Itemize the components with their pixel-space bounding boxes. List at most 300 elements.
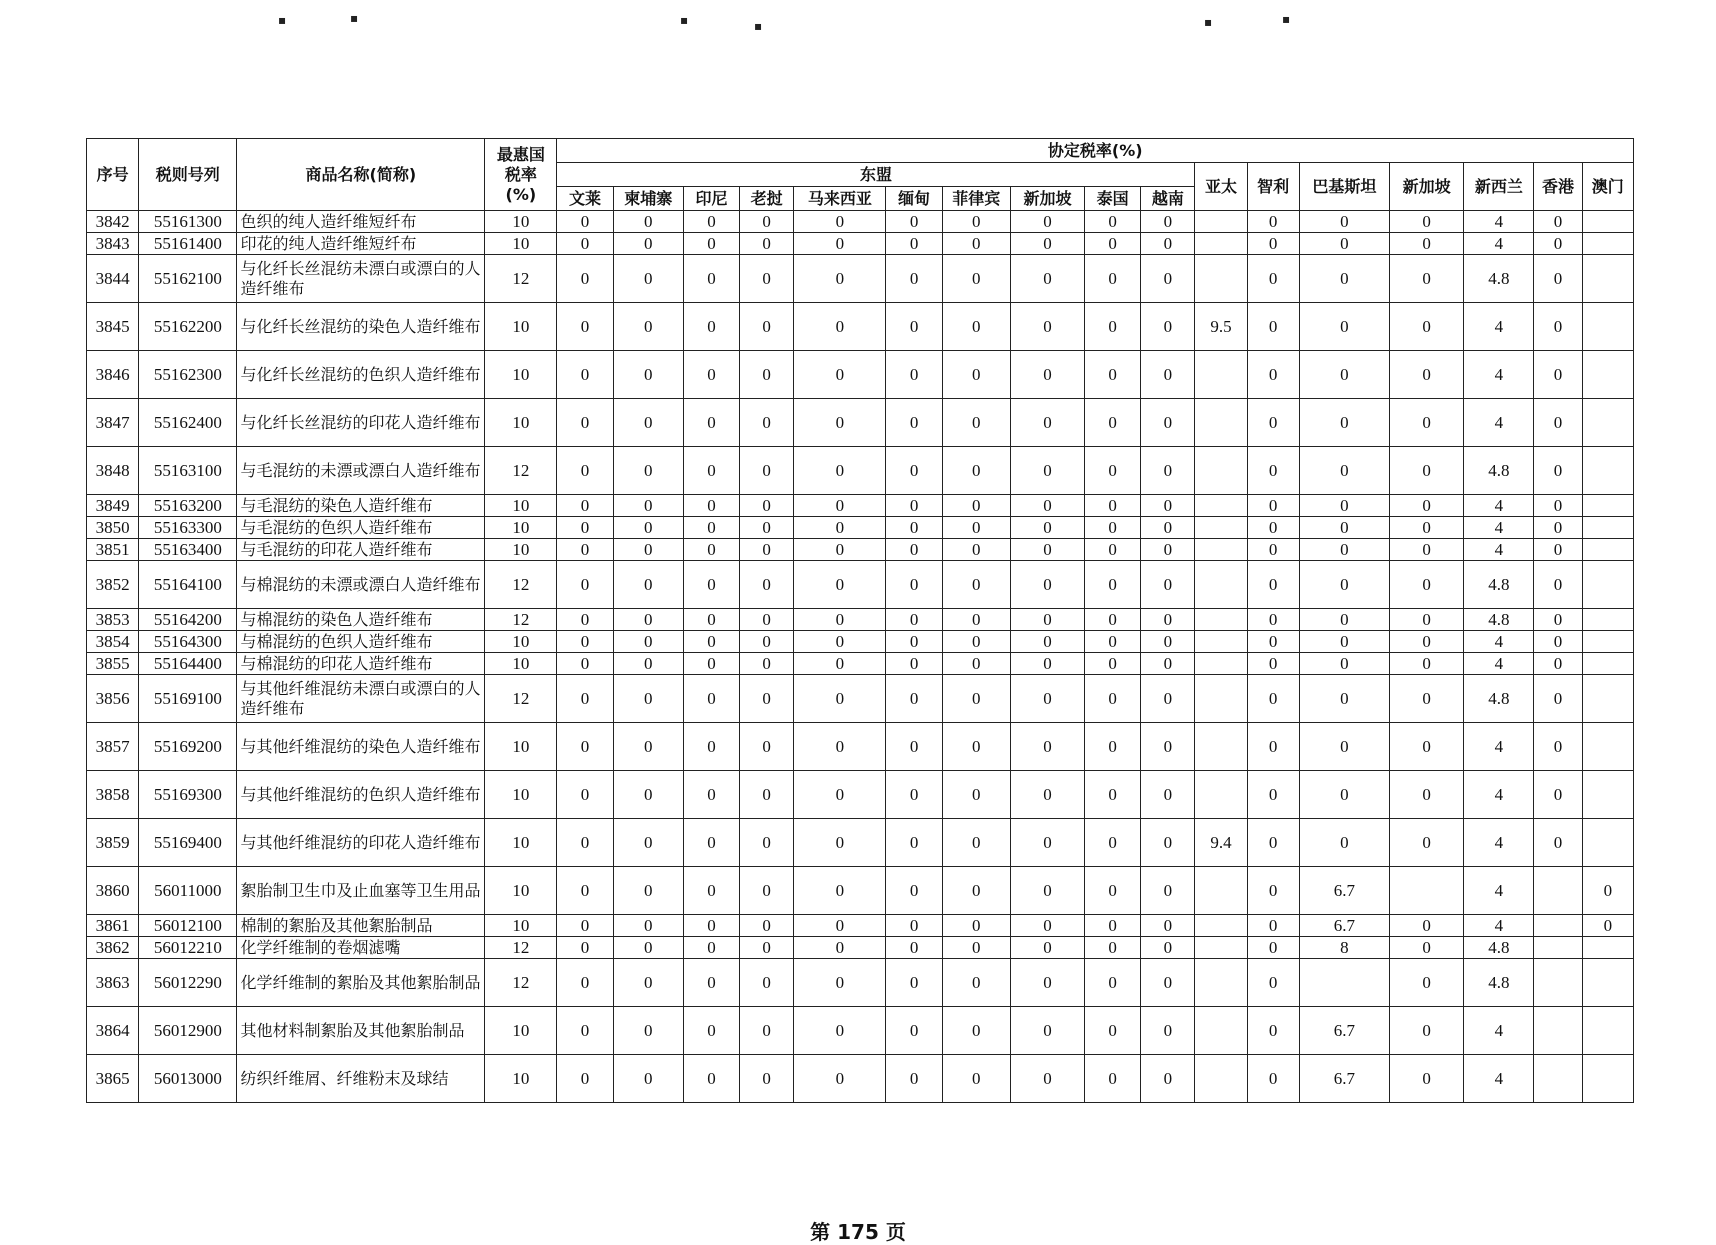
cell-other-rate: 0	[1299, 447, 1389, 495]
cell-other-rate: 4	[1464, 771, 1534, 819]
table-row	[87, 447, 1634, 495]
cell-asean-rate: 0	[613, 517, 683, 539]
cell-other-rate: 4.8	[1464, 561, 1534, 609]
cell-other-rate: 0	[1534, 447, 1582, 495]
cell-asean-rate: 0	[942, 609, 1010, 631]
table-row	[87, 653, 1634, 675]
cell-asean-rate: 0	[1010, 447, 1084, 495]
cell-other-rate	[1582, 959, 1633, 1007]
cell-other-rate	[1195, 1007, 1247, 1055]
cell-mfn: 10	[485, 771, 557, 819]
cell-asean-rate: 0	[1141, 211, 1195, 233]
cell-asean-rate: 0	[1010, 1055, 1084, 1103]
cell-mfn: 10	[485, 495, 557, 517]
cell-mfn: 10	[485, 653, 557, 675]
cell-seq: 3846	[87, 351, 139, 399]
cell-other-rate: 0	[1390, 609, 1464, 631]
cell-asean-rate: 0	[1085, 867, 1141, 915]
cell-asean-rate: 0	[886, 609, 942, 631]
cell-other-rate: 4	[1464, 495, 1534, 517]
header-name: 商品名称(简称)	[237, 139, 485, 211]
cell-seq: 3848	[87, 447, 139, 495]
cell-asean-rate: 0	[942, 631, 1010, 653]
cell-asean-rate: 0	[683, 1055, 739, 1103]
cell-other-rate: 0	[1390, 819, 1464, 867]
cell-asean-rate: 0	[1010, 539, 1084, 561]
cell-other-rate: 4	[1464, 517, 1534, 539]
cell-asean-rate: 0	[886, 351, 942, 399]
cell-other-rate	[1582, 561, 1633, 609]
cell-asean-rate: 0	[794, 867, 886, 915]
cell-asean-rate: 0	[740, 233, 794, 255]
cell-other-rate: 0	[1247, 1055, 1299, 1103]
cell-asean-rate: 0	[794, 255, 886, 303]
cell-mfn: 12	[485, 675, 557, 723]
cell-seq: 3858	[87, 771, 139, 819]
cell-other-rate: 0	[1390, 351, 1464, 399]
cell-name: 与棉混纺的色织人造纤维布	[237, 631, 485, 653]
table-row	[87, 495, 1634, 517]
cell-asean-rate: 0	[886, 233, 942, 255]
cell-mfn: 12	[485, 561, 557, 609]
cell-other-rate: 4.8	[1464, 675, 1534, 723]
cell-other-rate: 4	[1464, 351, 1534, 399]
cell-asean-rate: 0	[557, 959, 613, 1007]
cell-asean-rate: 0	[942, 399, 1010, 447]
cell-asean-rate: 0	[1010, 211, 1084, 233]
cell-asean-rate: 0	[1141, 609, 1195, 631]
cell-other-rate: 0	[1247, 351, 1299, 399]
cell-other-rate: 0	[1247, 675, 1299, 723]
cell-asean-rate: 0	[1010, 959, 1084, 1007]
cell-other-rate: 0	[1299, 561, 1389, 609]
scan-speck: ▪	[278, 13, 287, 27]
table-row	[87, 819, 1634, 867]
cell-asean-rate: 0	[557, 447, 613, 495]
scan-speck: ▪	[754, 19, 763, 33]
cell-other-rate: 4	[1464, 915, 1534, 937]
cell-asean-rate: 0	[740, 303, 794, 351]
cell-asean-rate: 0	[740, 447, 794, 495]
cell-other-rate: 6.7	[1299, 1007, 1389, 1055]
cell-asean-rate: 0	[557, 675, 613, 723]
cell-asean-rate: 0	[613, 675, 683, 723]
cell-other-rate: 0	[1390, 631, 1464, 653]
cell-asean-rate: 0	[1010, 937, 1084, 959]
cell-other-rate: 0	[1299, 211, 1389, 233]
cell-other-rate: 0	[1534, 303, 1582, 351]
cell-other-rate: 4	[1464, 723, 1534, 771]
cell-other-rate: 0	[1247, 653, 1299, 675]
cell-other-rate	[1582, 539, 1633, 561]
cell-other-rate: 0	[1247, 867, 1299, 915]
cell-asean-rate: 0	[1010, 561, 1084, 609]
cell-asean-rate: 0	[886, 653, 942, 675]
cell-asean-rate: 0	[886, 447, 942, 495]
cell-asean-rate: 0	[794, 653, 886, 675]
cell-asean-rate: 0	[886, 819, 942, 867]
table-row	[87, 233, 1634, 255]
cell-other-rate: 0	[1534, 517, 1582, 539]
cell-asean-rate: 0	[794, 609, 886, 631]
cell-asean-rate: 0	[557, 915, 613, 937]
table-row	[87, 539, 1634, 561]
cell-asean-rate: 0	[942, 819, 1010, 867]
cell-other-rate	[1582, 1055, 1633, 1103]
scan-speck: ▪	[680, 13, 689, 27]
cell-asean-rate: 0	[886, 675, 942, 723]
cell-other-rate	[1195, 517, 1247, 539]
cell-name: 色织的纯人造纤维短纤布	[237, 211, 485, 233]
table-row	[87, 609, 1634, 631]
cell-asean-rate: 0	[557, 233, 613, 255]
cell-asean-rate: 0	[557, 631, 613, 653]
cell-asean-rate: 0	[1010, 517, 1084, 539]
cell-name: 絮胎制卫生巾及止血塞等卫生用品	[237, 867, 485, 915]
cell-asean-rate: 0	[886, 771, 942, 819]
cell-asean-rate: 0	[1010, 351, 1084, 399]
header-other: 亚太	[1195, 163, 1247, 211]
cell-asean-rate: 0	[683, 399, 739, 447]
cell-mfn: 12	[485, 255, 557, 303]
cell-other-rate	[1195, 675, 1247, 723]
cell-asean-rate: 0	[1141, 351, 1195, 399]
cell-asean-rate: 0	[1141, 653, 1195, 675]
header-asean-country: 菲律宾	[942, 187, 1010, 211]
cell-other-rate	[1582, 819, 1633, 867]
cell-other-rate: 9.4	[1195, 819, 1247, 867]
cell-other-rate: 6.7	[1299, 915, 1389, 937]
cell-other-rate: 4	[1464, 819, 1534, 867]
cell-other-rate	[1582, 255, 1633, 303]
cell-asean-rate: 0	[557, 399, 613, 447]
cell-other-rate	[1195, 447, 1247, 495]
cell-name: 印花的纯人造纤维短纤布	[237, 233, 485, 255]
cell-asean-rate: 0	[794, 1055, 886, 1103]
cell-mfn: 12	[485, 959, 557, 1007]
cell-asean-rate: 0	[886, 561, 942, 609]
cell-asean-rate: 0	[683, 495, 739, 517]
cell-asean-rate: 0	[1010, 303, 1084, 351]
page-number: 第 175 页	[810, 1220, 906, 1244]
cell-asean-rate: 0	[1010, 771, 1084, 819]
cell-asean-rate: 0	[794, 959, 886, 1007]
cell-other-rate	[1195, 211, 1247, 233]
cell-asean-rate: 0	[557, 303, 613, 351]
cell-other-rate	[1195, 937, 1247, 959]
cell-other-rate	[1534, 937, 1582, 959]
cell-asean-rate: 0	[683, 1007, 739, 1055]
cell-other-rate: 4.8	[1464, 609, 1534, 631]
cell-other-rate: 6.7	[1299, 1055, 1389, 1103]
cell-asean-rate: 0	[942, 539, 1010, 561]
cell-code: 56012100	[139, 915, 237, 937]
header-other: 新西兰	[1464, 163, 1534, 211]
cell-other-rate: 0	[1247, 1007, 1299, 1055]
cell-other-rate: 0	[1390, 561, 1464, 609]
cell-asean-rate: 0	[1010, 495, 1084, 517]
cell-other-rate: 0	[1390, 255, 1464, 303]
cell-name: 与棉混纺的印花人造纤维布	[237, 653, 485, 675]
cell-other-rate: 0	[1247, 495, 1299, 517]
cell-mfn: 10	[485, 1007, 557, 1055]
cell-code: 55164200	[139, 609, 237, 631]
cell-asean-rate: 0	[886, 399, 942, 447]
table-body	[87, 211, 1634, 1103]
cell-asean-rate: 0	[1141, 495, 1195, 517]
cell-asean-rate: 0	[683, 447, 739, 495]
cell-asean-rate: 0	[942, 211, 1010, 233]
cell-other-rate	[1582, 771, 1633, 819]
cell-asean-rate: 0	[557, 609, 613, 631]
cell-other-rate	[1582, 399, 1633, 447]
cell-other-rate: 4	[1464, 211, 1534, 233]
cell-seq: 3864	[87, 1007, 139, 1055]
cell-mfn: 12	[485, 447, 557, 495]
cell-mfn: 10	[485, 303, 557, 351]
cell-other-rate: 0	[1299, 723, 1389, 771]
cell-asean-rate: 0	[1085, 211, 1141, 233]
cell-asean-rate: 0	[683, 211, 739, 233]
cell-asean-rate: 0	[740, 539, 794, 561]
cell-asean-rate: 0	[1085, 609, 1141, 631]
cell-name: 其他材料制絮胎及其他絮胎制品	[237, 1007, 485, 1055]
cell-other-rate: 0	[1299, 399, 1389, 447]
cell-mfn: 10	[485, 517, 557, 539]
cell-other-rate: 0	[1582, 867, 1633, 915]
cell-asean-rate: 0	[1010, 675, 1084, 723]
cell-other-rate: 0	[1534, 609, 1582, 631]
table-row	[87, 1007, 1634, 1055]
cell-other-rate: 0	[1247, 771, 1299, 819]
cell-other-rate	[1195, 959, 1247, 1007]
cell-asean-rate: 0	[942, 723, 1010, 771]
header-asean-country: 泰国	[1085, 187, 1141, 211]
cell-other-rate	[1195, 399, 1247, 447]
cell-asean-rate: 0	[740, 723, 794, 771]
cell-asean-rate: 0	[794, 819, 886, 867]
cell-other-rate: 0	[1299, 303, 1389, 351]
header-asean-country: 越南	[1141, 187, 1195, 211]
cell-other-rate	[1195, 495, 1247, 517]
cell-asean-rate: 0	[613, 1007, 683, 1055]
header-mfn: 最惠国 税率 (%)	[485, 139, 557, 211]
cell-other-rate	[1582, 675, 1633, 723]
cell-asean-rate: 0	[683, 867, 739, 915]
cell-name: 纺织纤维屑、纤维粉末及球结	[237, 1055, 485, 1103]
cell-asean-rate: 0	[794, 399, 886, 447]
cell-asean-rate: 0	[683, 561, 739, 609]
cell-other-rate: 0	[1534, 771, 1582, 819]
cell-seq: 3847	[87, 399, 139, 447]
cell-other-rate: 0	[1247, 255, 1299, 303]
cell-name: 与其他纤维混纺的印花人造纤维布	[237, 819, 485, 867]
cell-asean-rate: 0	[683, 255, 739, 303]
cell-name: 与其他纤维混纺未漂白或漂白的人造纤维布	[237, 675, 485, 723]
cell-other-rate	[1582, 517, 1633, 539]
cell-code: 55164100	[139, 561, 237, 609]
table-row	[87, 937, 1634, 959]
scan-speck: ▪	[350, 11, 359, 25]
cell-mfn: 10	[485, 233, 557, 255]
cell-mfn: 12	[485, 609, 557, 631]
cell-other-rate: 0	[1299, 819, 1389, 867]
cell-asean-rate: 0	[557, 351, 613, 399]
cell-mfn: 10	[485, 539, 557, 561]
cell-asean-rate: 0	[613, 1055, 683, 1103]
cell-other-rate: 0	[1247, 447, 1299, 495]
cell-other-rate: 6.7	[1299, 867, 1389, 915]
cell-other-rate: 0	[1247, 937, 1299, 959]
cell-other-rate: 0	[1390, 653, 1464, 675]
cell-asean-rate: 0	[740, 867, 794, 915]
header-asean-country: 新加坡	[1010, 187, 1084, 211]
cell-other-rate: 0	[1299, 495, 1389, 517]
cell-asean-rate: 0	[740, 631, 794, 653]
table-row	[87, 915, 1634, 937]
cell-asean-rate: 0	[886, 1055, 942, 1103]
cell-asean-rate: 0	[1010, 653, 1084, 675]
cell-other-rate: 0	[1247, 915, 1299, 937]
cell-other-rate	[1195, 631, 1247, 653]
cell-other-rate: 0	[1534, 255, 1582, 303]
cell-other-rate: 0	[1299, 631, 1389, 653]
cell-asean-rate: 0	[794, 561, 886, 609]
cell-other-rate: 0	[1247, 211, 1299, 233]
cell-other-rate	[1582, 211, 1633, 233]
cell-asean-rate: 0	[1010, 723, 1084, 771]
cell-seq: 3856	[87, 675, 139, 723]
cell-other-rate: 8	[1299, 937, 1389, 959]
cell-asean-rate: 0	[1085, 653, 1141, 675]
cell-asean-rate: 0	[683, 771, 739, 819]
header-asean-country: 印尼	[683, 187, 739, 211]
header-seq: 序号	[87, 139, 139, 211]
cell-other-rate: 4	[1464, 303, 1534, 351]
table-header	[87, 139, 1634, 211]
cell-asean-rate: 0	[557, 255, 613, 303]
cell-asean-rate: 0	[794, 675, 886, 723]
cell-other-rate: 0	[1534, 561, 1582, 609]
cell-seq: 3854	[87, 631, 139, 653]
cell-other-rate	[1534, 959, 1582, 1007]
cell-code: 55163300	[139, 517, 237, 539]
cell-asean-rate: 0	[613, 959, 683, 1007]
cell-seq: 3860	[87, 867, 139, 915]
cell-asean-rate: 0	[942, 915, 1010, 937]
cell-asean-rate: 0	[1141, 255, 1195, 303]
header-asean-country: 柬埔寨	[613, 187, 683, 211]
cell-asean-rate: 0	[740, 351, 794, 399]
cell-seq: 3849	[87, 495, 139, 517]
cell-asean-rate: 0	[1085, 723, 1141, 771]
cell-code: 55169200	[139, 723, 237, 771]
cell-asean-rate: 0	[557, 495, 613, 517]
cell-asean-rate: 0	[794, 723, 886, 771]
header-agreement: 协定税率(%)	[557, 139, 1634, 163]
header-asean-country: 马来西亚	[794, 187, 886, 211]
cell-other-rate	[1195, 255, 1247, 303]
cell-other-rate: 0	[1390, 723, 1464, 771]
cell-asean-rate: 0	[1010, 609, 1084, 631]
cell-name: 与棉混纺的未漂或漂白人造纤维布	[237, 561, 485, 609]
cell-asean-rate: 0	[740, 495, 794, 517]
cell-seq: 3850	[87, 517, 139, 539]
cell-asean-rate: 0	[1141, 819, 1195, 867]
cell-asean-rate: 0	[557, 819, 613, 867]
cell-asean-rate: 0	[613, 303, 683, 351]
cell-asean-rate: 0	[613, 399, 683, 447]
cell-other-rate: 0	[1299, 233, 1389, 255]
cell-asean-rate: 0	[740, 517, 794, 539]
cell-other-rate: 0	[1534, 211, 1582, 233]
cell-asean-rate: 0	[1085, 959, 1141, 1007]
cell-other-rate: 0	[1299, 771, 1389, 819]
cell-asean-rate: 0	[557, 1055, 613, 1103]
header-asean: 东盟	[557, 163, 1195, 187]
cell-asean-rate: 0	[1141, 937, 1195, 959]
cell-asean-rate: 0	[613, 539, 683, 561]
cell-seq: 3842	[87, 211, 139, 233]
cell-seq: 3857	[87, 723, 139, 771]
cell-asean-rate: 0	[1141, 959, 1195, 1007]
cell-other-rate: 4	[1464, 539, 1534, 561]
cell-seq: 3862	[87, 937, 139, 959]
cell-asean-rate: 0	[794, 303, 886, 351]
header-other: 澳门	[1582, 163, 1633, 211]
cell-asean-rate: 0	[1141, 771, 1195, 819]
cell-asean-rate: 0	[1141, 723, 1195, 771]
cell-other-rate: 0	[1390, 959, 1464, 1007]
cell-other-rate: 0	[1247, 539, 1299, 561]
cell-code: 55161400	[139, 233, 237, 255]
cell-other-rate: 0	[1247, 723, 1299, 771]
table-row	[87, 399, 1634, 447]
cell-other-rate: 0	[1534, 233, 1582, 255]
cell-asean-rate: 0	[683, 915, 739, 937]
cell-other-rate: 0	[1390, 539, 1464, 561]
cell-other-rate: 0	[1299, 539, 1389, 561]
cell-seq: 3863	[87, 959, 139, 1007]
cell-name: 与毛混纺的色织人造纤维布	[237, 517, 485, 539]
cell-asean-rate: 0	[1010, 915, 1084, 937]
cell-asean-rate: 0	[1141, 631, 1195, 653]
cell-other-rate: 0	[1247, 303, 1299, 351]
cell-other-rate: 0	[1534, 351, 1582, 399]
cell-mfn: 10	[485, 723, 557, 771]
cell-other-rate: 0	[1390, 1055, 1464, 1103]
cell-other-rate	[1582, 937, 1633, 959]
cell-code: 55162400	[139, 399, 237, 447]
cell-asean-rate: 0	[1141, 447, 1195, 495]
cell-asean-rate: 0	[942, 653, 1010, 675]
cell-asean-rate: 0	[886, 255, 942, 303]
cell-code: 55162100	[139, 255, 237, 303]
cell-asean-rate: 0	[794, 1007, 886, 1055]
cell-asean-rate: 0	[613, 771, 683, 819]
cell-asean-rate: 0	[683, 303, 739, 351]
cell-other-rate: 4	[1464, 233, 1534, 255]
cell-asean-rate: 0	[1085, 495, 1141, 517]
cell-asean-rate: 0	[683, 675, 739, 723]
cell-asean-rate: 0	[1141, 303, 1195, 351]
cell-other-rate	[1534, 1007, 1582, 1055]
cell-seq: 3855	[87, 653, 139, 675]
cell-other-rate	[1582, 609, 1633, 631]
cell-asean-rate: 0	[794, 351, 886, 399]
header-code: 税则号列	[139, 139, 237, 211]
cell-other-rate	[1534, 1055, 1582, 1103]
